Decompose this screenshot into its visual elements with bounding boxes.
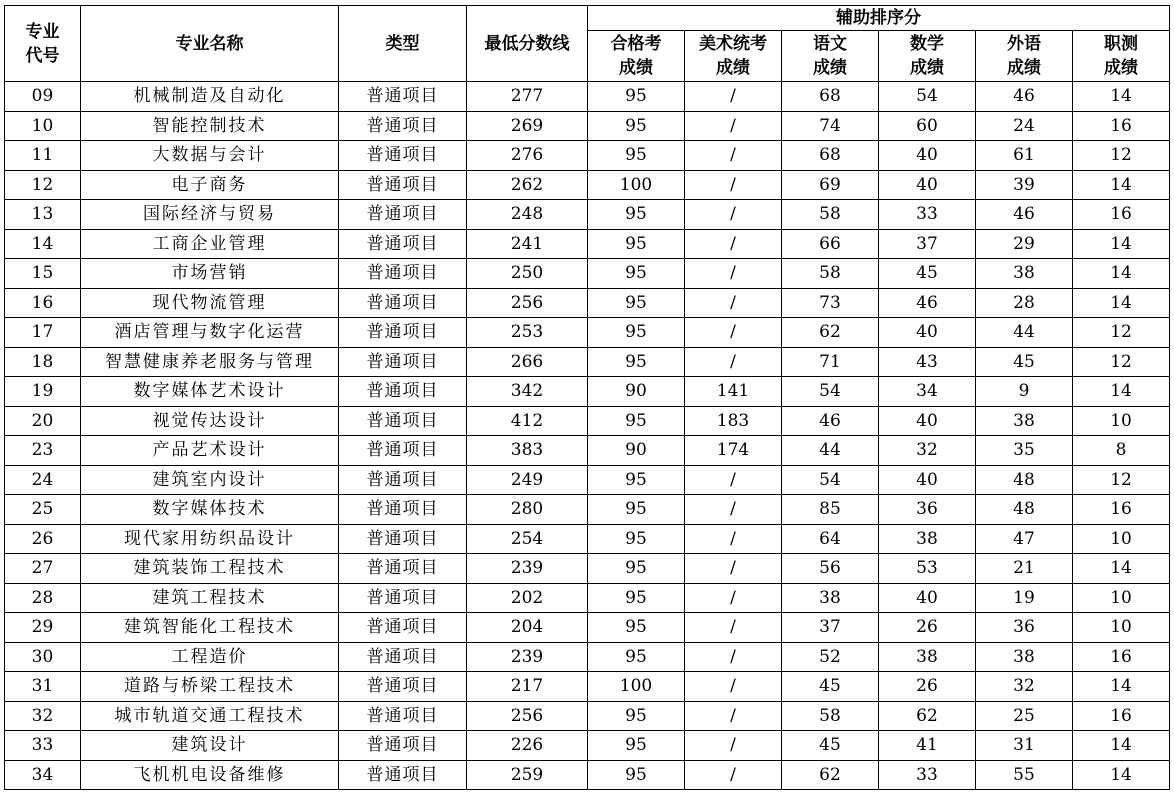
cell-code: 20 [5, 406, 81, 436]
cell-name: 城市轨道交通工程技术 [81, 701, 339, 731]
cell-hege: 95 [588, 229, 685, 259]
cell-zhice: 14 [1073, 672, 1170, 702]
cell-type: 普通项目 [339, 495, 467, 525]
cell-yuwen: 68 [782, 82, 879, 112]
cell-zhice: 14 [1073, 760, 1170, 790]
cell-meishu: / [685, 524, 782, 554]
table-row [5, 731, 1170, 761]
cell-code: 13 [5, 200, 81, 230]
table-row [5, 170, 1170, 200]
cell-yuwen: 54 [782, 465, 879, 495]
cell-min-score: 204 [467, 613, 588, 643]
cell-meishu: 183 [685, 406, 782, 436]
table-row [5, 524, 1170, 554]
cell-shuxue: 40 [879, 406, 976, 436]
cell-yuwen: 85 [782, 495, 879, 525]
cell-zhice: 16 [1073, 111, 1170, 141]
cell-yuwen: 62 [782, 760, 879, 790]
cell-min-score: 383 [467, 436, 588, 466]
cell-hege: 100 [588, 672, 685, 702]
cell-name: 数字媒体艺术设计 [81, 377, 339, 407]
table-row [5, 495, 1170, 525]
cell-name: 酒店管理与数字化运营 [81, 318, 339, 348]
table-row [5, 111, 1170, 141]
cell-shuxue: 40 [879, 170, 976, 200]
cell-hege: 95 [588, 731, 685, 761]
cell-meishu: 174 [685, 436, 782, 466]
cell-hege: 90 [588, 436, 685, 466]
cell-yuwen: 44 [782, 436, 879, 466]
header-zhice: 职测 成绩 [1073, 31, 1170, 82]
cell-shuxue: 43 [879, 347, 976, 377]
cell-waiyu: 44 [976, 318, 1073, 348]
cell-min-score: 226 [467, 731, 588, 761]
cell-type: 普通项目 [339, 259, 467, 289]
cell-name: 数字媒体技术 [81, 495, 339, 525]
cell-name: 现代家用纺织品设计 [81, 524, 339, 554]
cell-type: 普通项目 [339, 229, 467, 259]
cell-hege: 95 [588, 465, 685, 495]
cell-waiyu: 45 [976, 347, 1073, 377]
cell-shuxue: 36 [879, 495, 976, 525]
cell-shuxue: 33 [879, 760, 976, 790]
cell-waiyu: 46 [976, 82, 1073, 112]
cell-code: 34 [5, 760, 81, 790]
cell-min-score: 259 [467, 760, 588, 790]
header-type: 类型 [339, 6, 467, 82]
admission-score-table [4, 5, 1170, 790]
cell-hege: 95 [588, 406, 685, 436]
cell-zhice: 16 [1073, 701, 1170, 731]
cell-zhice: 14 [1073, 229, 1170, 259]
cell-type: 普通项目 [339, 318, 467, 348]
cell-code: 28 [5, 583, 81, 613]
cell-code: 09 [5, 82, 81, 112]
table-row [5, 377, 1170, 407]
cell-meishu: / [685, 229, 782, 259]
table-row [5, 701, 1170, 731]
cell-min-score: 256 [467, 701, 588, 731]
cell-yuwen: 54 [782, 377, 879, 407]
cell-yuwen: 66 [782, 229, 879, 259]
cell-hege: 95 [588, 554, 685, 584]
table-row [5, 583, 1170, 613]
cell-type: 普通项目 [339, 288, 467, 318]
cell-shuxue: 53 [879, 554, 976, 584]
admission-score-table-wrapper [4, 5, 1170, 790]
cell-min-score: 249 [467, 465, 588, 495]
header-code: 专业 代号 [5, 6, 81, 82]
cell-zhice: 10 [1073, 583, 1170, 613]
cell-zhice: 10 [1073, 524, 1170, 554]
cell-type: 普通项目 [339, 141, 467, 171]
cell-type: 普通项目 [339, 406, 467, 436]
cell-meishu: / [685, 259, 782, 289]
cell-code: 33 [5, 731, 81, 761]
cell-type: 普通项目 [339, 347, 467, 377]
cell-hege: 95 [588, 259, 685, 289]
table-row [5, 347, 1170, 377]
cell-meishu: / [685, 170, 782, 200]
cell-meishu: / [685, 141, 782, 171]
table-row [5, 672, 1170, 702]
cell-hege: 95 [588, 583, 685, 613]
table-row [5, 465, 1170, 495]
table-row [5, 200, 1170, 230]
table-row [5, 141, 1170, 171]
cell-type: 普通项目 [339, 760, 467, 790]
cell-yuwen: 45 [782, 672, 879, 702]
cell-yuwen: 56 [782, 554, 879, 584]
cell-yuwen: 64 [782, 524, 879, 554]
cell-meishu: 141 [685, 377, 782, 407]
cell-min-score: 342 [467, 377, 588, 407]
cell-waiyu: 31 [976, 731, 1073, 761]
cell-zhice: 16 [1073, 642, 1170, 672]
cell-name: 大数据与会计 [81, 141, 339, 171]
cell-meishu: / [685, 731, 782, 761]
cell-name: 工程造价 [81, 642, 339, 672]
cell-type: 普通项目 [339, 111, 467, 141]
table-row [5, 406, 1170, 436]
cell-type: 普通项目 [339, 436, 467, 466]
cell-code: 16 [5, 288, 81, 318]
cell-hege: 95 [588, 613, 685, 643]
cell-shuxue: 54 [879, 82, 976, 112]
cell-name: 建筑室内设计 [81, 465, 339, 495]
cell-yuwen: 73 [782, 288, 879, 318]
cell-waiyu: 38 [976, 642, 1073, 672]
cell-type: 普通项目 [339, 170, 467, 200]
cell-yuwen: 38 [782, 583, 879, 613]
cell-code: 26 [5, 524, 81, 554]
cell-waiyu: 46 [976, 200, 1073, 230]
cell-meishu: / [685, 760, 782, 790]
cell-code: 23 [5, 436, 81, 466]
cell-type: 普通项目 [339, 524, 467, 554]
cell-waiyu: 19 [976, 583, 1073, 613]
cell-code: 30 [5, 642, 81, 672]
table-row [5, 288, 1170, 318]
cell-zhice: 14 [1073, 554, 1170, 584]
cell-min-score: 262 [467, 170, 588, 200]
cell-yuwen: 52 [782, 642, 879, 672]
cell-min-score: 202 [467, 583, 588, 613]
cell-zhice: 16 [1073, 200, 1170, 230]
cell-code: 29 [5, 613, 81, 643]
table-row [5, 318, 1170, 348]
cell-hege: 95 [588, 111, 685, 141]
cell-min-score: 239 [467, 642, 588, 672]
cell-meishu: / [685, 672, 782, 702]
cell-type: 普通项目 [339, 613, 467, 643]
cell-hege: 95 [588, 642, 685, 672]
cell-zhice: 14 [1073, 377, 1170, 407]
cell-yuwen: 45 [782, 731, 879, 761]
cell-shuxue: 45 [879, 259, 976, 289]
cell-shuxue: 26 [879, 672, 976, 702]
header-name: 专业名称 [81, 6, 339, 82]
cell-min-score: 241 [467, 229, 588, 259]
cell-type: 普通项目 [339, 82, 467, 112]
cell-hege: 95 [588, 760, 685, 790]
cell-yuwen: 58 [782, 701, 879, 731]
cell-type: 普通项目 [339, 554, 467, 584]
cell-waiyu: 35 [976, 436, 1073, 466]
cell-type: 普通项目 [339, 642, 467, 672]
cell-waiyu: 38 [976, 406, 1073, 436]
cell-yuwen: 71 [782, 347, 879, 377]
cell-name: 产品艺术设计 [81, 436, 339, 466]
cell-waiyu: 29 [976, 229, 1073, 259]
cell-name: 建筑设计 [81, 731, 339, 761]
cell-zhice: 10 [1073, 613, 1170, 643]
cell-shuxue: 32 [879, 436, 976, 466]
cell-shuxue: 38 [879, 642, 976, 672]
cell-zhice: 14 [1073, 170, 1170, 200]
cell-zhice: 12 [1073, 465, 1170, 495]
cell-name: 工商企业管理 [81, 229, 339, 259]
cell-min-score: 280 [467, 495, 588, 525]
cell-meishu: / [685, 554, 782, 584]
table-body [5, 82, 1170, 790]
cell-yuwen: 62 [782, 318, 879, 348]
table-row [5, 613, 1170, 643]
header-row-1 [5, 6, 1170, 31]
cell-yuwen: 46 [782, 406, 879, 436]
cell-min-score: 256 [467, 288, 588, 318]
cell-min-score: 217 [467, 672, 588, 702]
cell-hege: 95 [588, 141, 685, 171]
cell-waiyu: 24 [976, 111, 1073, 141]
header-shuxue: 数学 成绩 [879, 31, 976, 82]
cell-hege: 95 [588, 200, 685, 230]
cell-shuxue: 33 [879, 200, 976, 230]
cell-name: 电子商务 [81, 170, 339, 200]
cell-zhice: 12 [1073, 141, 1170, 171]
cell-name: 飞机机电设备维修 [81, 760, 339, 790]
cell-name: 视觉传达设计 [81, 406, 339, 436]
cell-meishu: / [685, 111, 782, 141]
cell-waiyu: 28 [976, 288, 1073, 318]
cell-meishu: / [685, 701, 782, 731]
cell-code: 25 [5, 495, 81, 525]
cell-shuxue: 40 [879, 318, 976, 348]
cell-waiyu: 48 [976, 495, 1073, 525]
cell-waiyu: 47 [976, 524, 1073, 554]
cell-shuxue: 40 [879, 583, 976, 613]
cell-shuxue: 40 [879, 141, 976, 171]
cell-type: 普通项目 [339, 672, 467, 702]
cell-code: 24 [5, 465, 81, 495]
cell-shuxue: 62 [879, 701, 976, 731]
cell-hege: 95 [588, 701, 685, 731]
cell-hege: 95 [588, 495, 685, 525]
cell-min-score: 277 [467, 82, 588, 112]
cell-hege: 95 [588, 524, 685, 554]
header-meishu: 美术统考 成绩 [685, 31, 782, 82]
cell-min-score: 269 [467, 111, 588, 141]
table-row [5, 82, 1170, 112]
cell-min-score: 412 [467, 406, 588, 436]
cell-name: 建筑装饰工程技术 [81, 554, 339, 584]
cell-name: 市场营销 [81, 259, 339, 289]
header-yuwen: 语文 成绩 [782, 31, 879, 82]
cell-shuxue: 34 [879, 377, 976, 407]
table-row [5, 229, 1170, 259]
cell-waiyu: 21 [976, 554, 1073, 584]
cell-zhice: 14 [1073, 259, 1170, 289]
cell-type: 普通项目 [339, 200, 467, 230]
cell-type: 普通项目 [339, 583, 467, 613]
cell-hege: 100 [588, 170, 685, 200]
cell-min-score: 254 [467, 524, 588, 554]
header-waiyu: 外语 成绩 [976, 31, 1073, 82]
table-row [5, 259, 1170, 289]
cell-waiyu: 39 [976, 170, 1073, 200]
cell-waiyu: 36 [976, 613, 1073, 643]
cell-waiyu: 25 [976, 701, 1073, 731]
cell-meishu: / [685, 495, 782, 525]
cell-meishu: / [685, 200, 782, 230]
cell-type: 普通项目 [339, 701, 467, 731]
cell-zhice: 14 [1073, 288, 1170, 318]
cell-code: 10 [5, 111, 81, 141]
cell-yuwen: 37 [782, 613, 879, 643]
cell-meishu: / [685, 347, 782, 377]
cell-shuxue: 40 [879, 465, 976, 495]
cell-code: 15 [5, 259, 81, 289]
cell-min-score: 253 [467, 318, 588, 348]
cell-min-score: 250 [467, 259, 588, 289]
cell-code: 19 [5, 377, 81, 407]
cell-min-score: 276 [467, 141, 588, 171]
table-row [5, 554, 1170, 584]
cell-shuxue: 60 [879, 111, 976, 141]
cell-meishu: / [685, 465, 782, 495]
table-row [5, 436, 1170, 466]
cell-waiyu: 61 [976, 141, 1073, 171]
cell-type: 普通项目 [339, 731, 467, 761]
cell-code: 17 [5, 318, 81, 348]
cell-min-score: 266 [467, 347, 588, 377]
cell-type: 普通项目 [339, 377, 467, 407]
cell-waiyu: 55 [976, 760, 1073, 790]
cell-yuwen: 58 [782, 200, 879, 230]
cell-name: 道路与桥梁工程技术 [81, 672, 339, 702]
cell-name: 建筑工程技术 [81, 583, 339, 613]
cell-zhice: 10 [1073, 406, 1170, 436]
cell-name: 智能控制技术 [81, 111, 339, 141]
header-hege: 合格考 成绩 [588, 31, 685, 82]
cell-zhice: 14 [1073, 731, 1170, 761]
cell-min-score: 248 [467, 200, 588, 230]
cell-name: 国际经济与贸易 [81, 200, 339, 230]
cell-type: 普通项目 [339, 465, 467, 495]
cell-waiyu: 48 [976, 465, 1073, 495]
cell-shuxue: 26 [879, 613, 976, 643]
cell-zhice: 14 [1073, 82, 1170, 112]
cell-min-score: 239 [467, 554, 588, 584]
cell-hege: 90 [588, 377, 685, 407]
cell-meishu: / [685, 288, 782, 318]
cell-code: 11 [5, 141, 81, 171]
cell-yuwen: 58 [782, 259, 879, 289]
cell-name: 建筑智能化工程技术 [81, 613, 339, 643]
cell-yuwen: 68 [782, 141, 879, 171]
header-min-score: 最低分数线 [467, 6, 588, 82]
cell-zhice: 8 [1073, 436, 1170, 466]
cell-shuxue: 37 [879, 229, 976, 259]
cell-zhice: 12 [1073, 318, 1170, 348]
cell-zhice: 16 [1073, 495, 1170, 525]
cell-code: 14 [5, 229, 81, 259]
cell-meishu: / [685, 642, 782, 672]
cell-zhice: 12 [1073, 347, 1170, 377]
cell-meishu: / [685, 82, 782, 112]
cell-shuxue: 46 [879, 288, 976, 318]
cell-code: 18 [5, 347, 81, 377]
table-row [5, 760, 1170, 790]
cell-waiyu: 9 [976, 377, 1073, 407]
cell-name: 机械制造及自动化 [81, 82, 339, 112]
cell-hege: 95 [588, 318, 685, 348]
cell-name: 现代物流管理 [81, 288, 339, 318]
cell-hege: 95 [588, 82, 685, 112]
cell-code: 31 [5, 672, 81, 702]
cell-code: 12 [5, 170, 81, 200]
cell-yuwen: 74 [782, 111, 879, 141]
cell-hege: 95 [588, 347, 685, 377]
cell-code: 32 [5, 701, 81, 731]
cell-yuwen: 69 [782, 170, 879, 200]
cell-name: 智慧健康养老服务与管理 [81, 347, 339, 377]
cell-shuxue: 38 [879, 524, 976, 554]
table-row [5, 642, 1170, 672]
cell-meishu: / [685, 613, 782, 643]
cell-meishu: / [685, 318, 782, 348]
cell-waiyu: 32 [976, 672, 1073, 702]
cell-hege: 95 [588, 288, 685, 318]
header-aux-group: 辅助排序分 [588, 6, 1170, 31]
cell-code: 27 [5, 554, 81, 584]
cell-shuxue: 41 [879, 731, 976, 761]
cell-waiyu: 38 [976, 259, 1073, 289]
cell-meishu: / [685, 583, 782, 613]
